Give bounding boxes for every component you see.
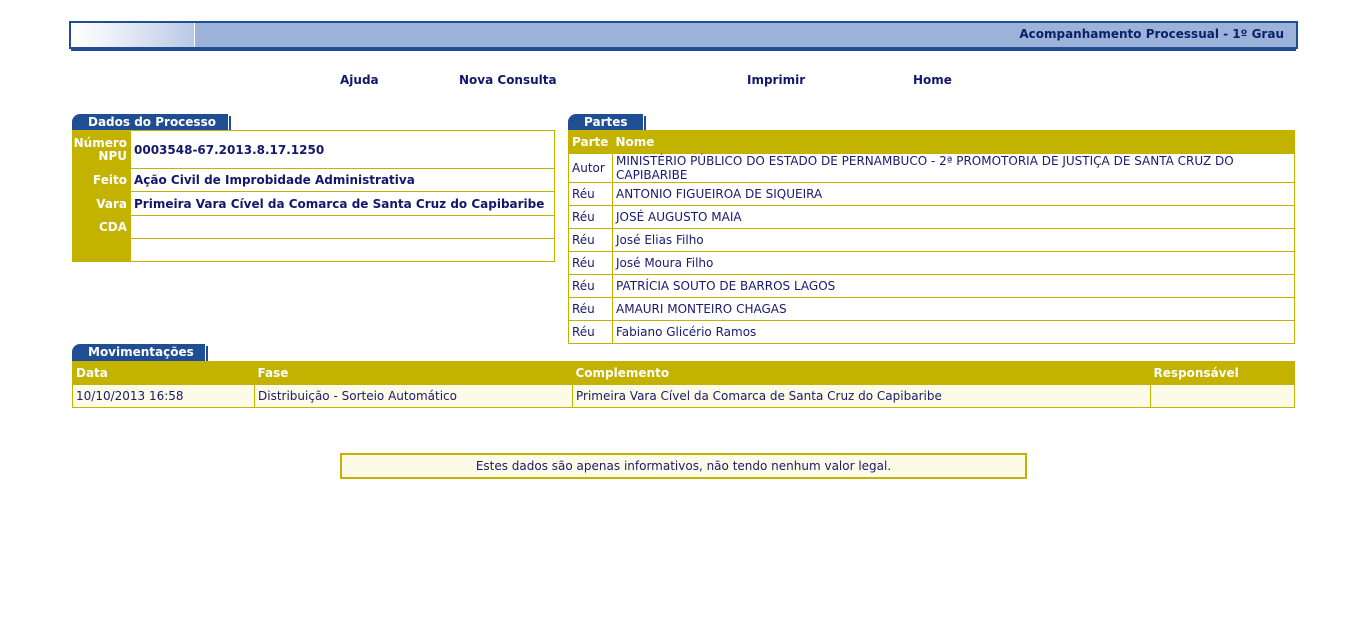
- fase-cell: Distribuição - Sorteio Automático: [255, 385, 573, 408]
- cda-row: [73, 215, 555, 238]
- nome-cell: José Moura Filho: [613, 252, 1295, 275]
- movimentacoes-tab: Movimentações: [72, 344, 205, 361]
- partes-table: [568, 130, 1295, 344]
- nome-cell: PATRÍCIA SOUTO DE BARROS LAGOS: [613, 275, 1295, 298]
- fase-column-header: Fase: [255, 362, 573, 385]
- movimentacoes-header-row: [73, 362, 1295, 385]
- vara-row: [73, 192, 555, 215]
- disclaimer-notice: Estes dados são apenas informativos, não tendo nenhum valor legal.: [340, 453, 1027, 479]
- feito-value: Ação Civil de Improbidade Administrativa: [131, 169, 555, 192]
- nome-cell: AMAURI MONTEIRO CHAGAS: [613, 298, 1295, 321]
- table-row: [569, 154, 1295, 183]
- nova-consulta-link[interactable]: Nova Consulta: [459, 73, 557, 87]
- empty-label: [73, 238, 131, 261]
- vara-label: Vara: [73, 192, 131, 215]
- npu-value: 0003548-67.2013.8.17.1250: [131, 131, 555, 169]
- movimentacoes-table: [72, 361, 1295, 408]
- nome-column-header: Nome: [613, 131, 1295, 154]
- parte-cell: Réu: [569, 275, 613, 298]
- nome-cell: José Elias Filho: [613, 229, 1295, 252]
- complemento-column-header: Complemento: [573, 362, 1151, 385]
- cda-label: CDA: [73, 215, 131, 238]
- parte-cell: Réu: [569, 298, 613, 321]
- parte-cell: Autor: [569, 154, 613, 183]
- table-row: [569, 252, 1295, 275]
- empty-row: [73, 238, 555, 261]
- table-row: [73, 385, 1295, 408]
- npu-label: Número NPU: [73, 131, 131, 169]
- nome-cell: Fabiano Glicério Ramos: [613, 321, 1295, 344]
- parte-cell: Réu: [569, 183, 613, 206]
- vara-value: Primeira Vara Cível da Comarca de Santa Cruz do Capibaribe: [131, 192, 555, 215]
- responsavel-column-header: Responsável: [1151, 362, 1295, 385]
- partes-header-row: [569, 131, 1295, 154]
- cda-value: [131, 215, 555, 238]
- npu-row: [73, 131, 555, 169]
- header-gradient: [71, 23, 195, 47]
- imprimir-link[interactable]: Imprimir: [747, 73, 806, 87]
- page-title: Acompanhamento Processual - 1º Grau: [1019, 27, 1284, 41]
- home-link[interactable]: Home: [913, 73, 952, 87]
- table-row: [569, 298, 1295, 321]
- ajuda-link[interactable]: Ajuda: [340, 73, 379, 87]
- parte-cell: Réu: [569, 229, 613, 252]
- table-row: [569, 183, 1295, 206]
- responsavel-cell: [1151, 385, 1295, 408]
- table-row: [569, 275, 1295, 298]
- parte-cell: Réu: [569, 206, 613, 229]
- dados-processo-tab: Dados do Processo: [72, 114, 228, 131]
- complemento-cell: Primeira Vara Cível da Comarca de Santa Cruz do Capibaribe: [573, 385, 1151, 408]
- nome-cell: JOSÉ AUGUSTO MAIA: [613, 206, 1295, 229]
- page-header: [69, 21, 1298, 49]
- feito-label: Feito: [73, 169, 131, 192]
- parte-cell: Réu: [569, 252, 613, 275]
- table-row: [569, 229, 1295, 252]
- data-column-header: Data: [73, 362, 255, 385]
- parte-column-header: Parte: [569, 131, 613, 154]
- table-row: [569, 321, 1295, 344]
- parte-cell: Réu: [569, 321, 613, 344]
- partes-tab: Partes: [568, 114, 643, 131]
- table-row: [569, 206, 1295, 229]
- feito-row: [73, 169, 555, 192]
- nome-cell: ANTONIO FIGUEIROA DE SIQUEIRA: [613, 183, 1295, 206]
- empty-value: [131, 238, 555, 261]
- dados-processo-table: [72, 130, 555, 262]
- nome-cell: MINISTÉRIO PÚBLICO DO ESTADO DE PERNAMBUCO - 2ª PROMOTORIA DE JUSTIÇA DE SANTA CRUZ DO CAPIBARIBE: [613, 154, 1295, 183]
- header-underline: [71, 49, 1296, 51]
- data-cell: 10/10/2013 16:58: [73, 385, 255, 408]
